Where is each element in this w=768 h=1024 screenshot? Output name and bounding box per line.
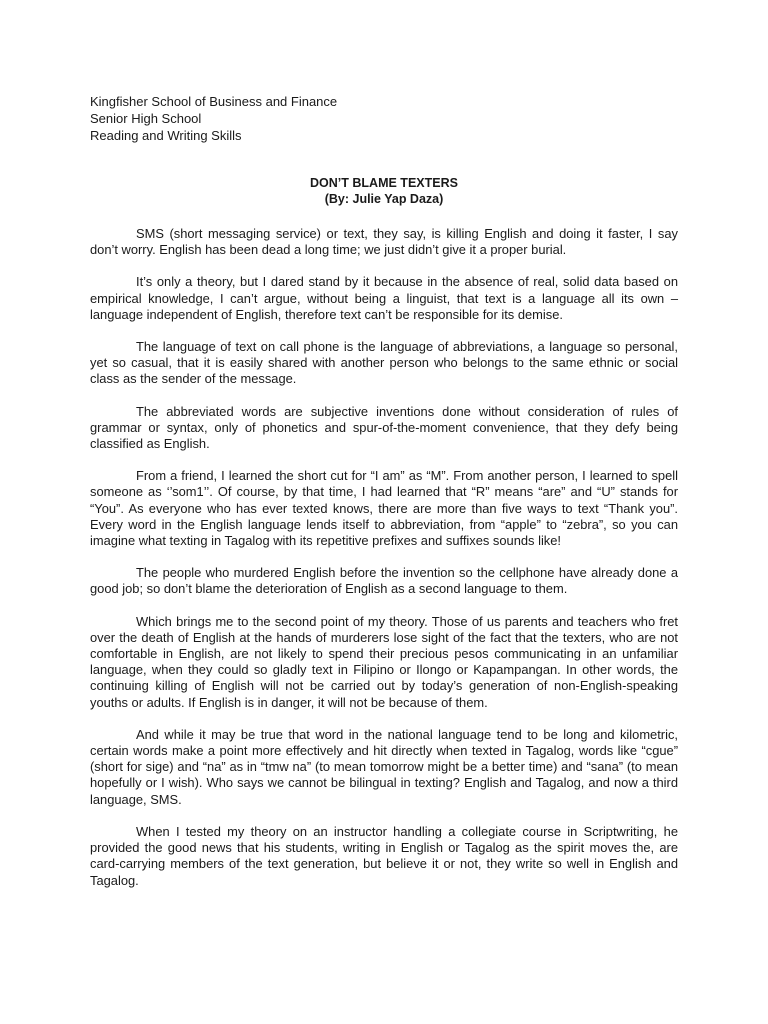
paragraph: From a friend, I learned the short cut for “I am” as “M”. From another person, I learned to spell someone as ‘’som1’’. Of course, by that time, I had learned that “R” means “are” and “U” stands for “You”. As everyone who has ever texted knows, there are more than five ways to text “Thank you”. Every word in the English language lends itself to abbreviation, from “apple” to “zebra”, so you can imagine what texting in Tagalog with its repetitive prefixes and suffixes sounds like! (90, 468, 678, 549)
subject-name: Reading and Writing Skills (90, 128, 242, 143)
document-page (90, 93, 678, 905)
article-byline: (By: Julie Yap Daza) (324, 192, 444, 206)
school-level: Senior High School (90, 111, 202, 126)
paragraph: SMS (short messaging service) or text, they say, is killing English and doing it faster, I say don’t worry. English has been dead a long time; we just didn’t give it a proper burial. (90, 226, 678, 258)
paragraph: The people who murdered English before the invention so the cellphone have already done a good job; so don’t blame the deterioration of English as a second language to them. (90, 565, 678, 597)
paragraph: And while it may be true that word in the national language tend to be long and kilometric, certain words make a point more effectively and hit directly when texted in Tagalog, words like “cgue” (short for sige) and “na” as in “tmw na” (to mean tomorrow might be a better time) and “sana” (to mean hopefully or I wish). Who says we cannot be bilingual in texting? English and Tagalog, and now a third language, SMS. (90, 726, 678, 807)
paragraph: The language of text on call phone is the language of abbreviations, a language so personal, yet so casual, that it is easily shared with another person who belongs to the same ethnic or social class as the sender of the message. (90, 339, 678, 387)
paragraph: Which brings me to the second point of my theory. Those of us parents and teachers who fret over the death of English at the hands of murderers lose sight of the fact that the texters, who are not comfortable in English, are not likely to spend their precious pesos communicating in an unfamiliar language, when they could so gladly text in Filipino or Ilongo or Kapampangan. In other words, the continuing killing of English will not be carried out by today’s generation of non-English-speaking youths or adults. If English is in danger, it will not be because of them. (90, 613, 678, 710)
article-body (90, 226, 678, 889)
title-block (90, 175, 678, 207)
paragraph: The abbreviated words are subjective inventions done without consideration of rules of grammar or syntax, only of phonetics and spur-of-the-moment convenience, that they defy being classified as English. (90, 403, 678, 452)
paragraph: When I tested my theory on an instructor handling a collegiate course in Scriptwriting, he provided the good news that his students, writing in English or Tagalog as the spirit moves the, are card-carrying members of the text generation, but believe it or not, they write so well in English and Tagalog. (90, 823, 678, 888)
article-title: DON’T BLAME TEXTERS (310, 176, 458, 190)
school-name: Kingfisher School of Business and Finance (90, 94, 338, 109)
document-header (90, 93, 678, 144)
paragraph: It’s only a theory, but I dared stand by it because in the absence of real, solid data based on empirical knowledge, I can’t argue, without being a linguist, that text is a language all its own – language independent of English, therefore text can’t be responsible for its demise. (90, 274, 678, 322)
